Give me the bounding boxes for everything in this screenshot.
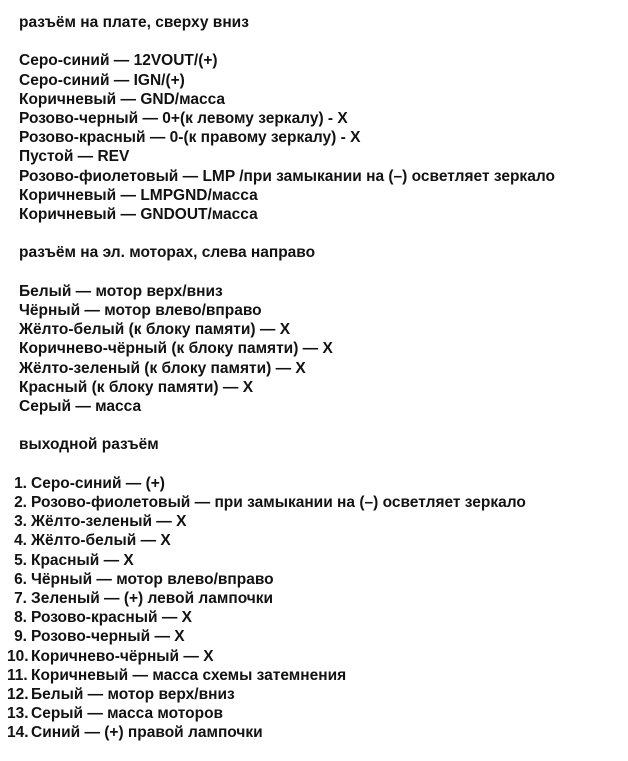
list-item-number: 14. <box>7 724 29 742</box>
list-item-number: 3. <box>14 513 27 531</box>
list-item-text: Белый — мотор верх/вниз <box>31 686 235 704</box>
wire-line: Розово-красный — 0-(к правому зеркалу) - Х <box>19 129 361 147</box>
list-item-text: Чёрный — мотор влево/вправо <box>31 570 274 588</box>
wiring-notes-document <box>7 13 620 743</box>
list-item-text: Серый — масса моторов <box>31 705 224 723</box>
wire-line: Серо-синий — 12VOUT/(+) <box>19 52 218 70</box>
list-item <box>14 531 620 550</box>
list-item <box>14 608 620 627</box>
list-item-number: 9. <box>14 628 27 646</box>
list-item <box>7 704 620 723</box>
list-item-text: Жёлто-белый — Х <box>31 532 171 550</box>
list-item <box>14 512 620 531</box>
list-item <box>7 685 620 704</box>
wire-line: Жёлто-зеленый (к блоку памяти) — Х <box>19 359 306 377</box>
wire-line: Коричневый — GNDOUT/масса <box>19 206 258 224</box>
list-item-text: Розово-фиолетовый — при замыкании на (–) осветляет зеркало <box>31 494 526 511</box>
board-connector-heading: разъём на плате, сверху вниз <box>19 14 249 31</box>
list-item <box>7 647 620 666</box>
section-board-connector <box>19 13 620 224</box>
list-item-text: Синий — (+) правой лампочки <box>31 724 263 742</box>
wire-line: Розово-фиолетовый — LMP /при замыкании на (–) осветляет зеркало <box>19 167 555 185</box>
list-item <box>7 666 620 685</box>
list-item <box>7 723 620 742</box>
wire-line: Жёлто-белый (к блоку памяти) — Х <box>19 321 291 339</box>
list-item <box>14 570 620 589</box>
wire-line: Пустой — REV <box>19 148 130 166</box>
wire-line: Серый — масса <box>19 398 142 416</box>
list-item-number: 13. <box>7 705 29 723</box>
wire-line: Розово-черный — 0+(к левому зеркалу) - Х <box>19 110 348 127</box>
list-item-number: 11. <box>7 666 28 684</box>
list-item-text: Коричневый — масса схемы затемнения <box>31 666 347 684</box>
list-item <box>14 589 620 608</box>
list-item-number: 6. <box>14 570 27 588</box>
list-item-text: Жёлто-зеленый — Х <box>31 513 187 531</box>
list-item <box>14 474 620 493</box>
list-item <box>14 627 620 646</box>
list-item-number: 12. <box>7 686 29 704</box>
wire-line: Серо-синий — IGN/(+) <box>19 71 185 89</box>
section-motor-connector <box>19 243 620 416</box>
list-item-number: 7. <box>14 590 27 608</box>
wire-line: Коричневый — GND/масса <box>19 90 225 108</box>
list-item-text: Зеленый — (+) левой лампочки <box>31 590 274 608</box>
motor-connector-heading: разъём на эл. моторах, слева направо <box>19 244 316 262</box>
section-output-connector <box>7 435 620 742</box>
wire-line: Белый — мотор верх/вниз <box>19 282 223 300</box>
wire-line: Красный (к блоку памяти) — Х <box>19 378 254 396</box>
list-item-number: 10. <box>7 647 29 665</box>
list-item-text: Коричнево-чёрный — Х <box>31 647 214 665</box>
wire-line: Чёрный — мотор влево/вправо <box>19 302 262 319</box>
list-item-number: 1. <box>14 474 27 492</box>
wire-line: Коричнево-чёрный (к блоку памяти) — Х <box>19 340 333 358</box>
wire-line: Коричневый — LMPGND/масса <box>19 186 258 204</box>
list-item-text: Розово-черный — Х <box>31 628 185 646</box>
list-item <box>14 493 620 512</box>
list-item-number: 5. <box>14 551 27 569</box>
list-item-text: Розово-красный — Х <box>31 609 193 627</box>
output-connector-heading: выходной разъём <box>19 436 159 454</box>
list-item-number: 4. <box>14 532 27 550</box>
list-item-number: 2. <box>14 494 27 511</box>
list-item-text: Серо-синий — (+) <box>31 474 165 492</box>
list-item <box>14 551 620 570</box>
list-item-text: Красный — Х <box>31 551 134 569</box>
list-item-number: 8. <box>14 609 27 627</box>
